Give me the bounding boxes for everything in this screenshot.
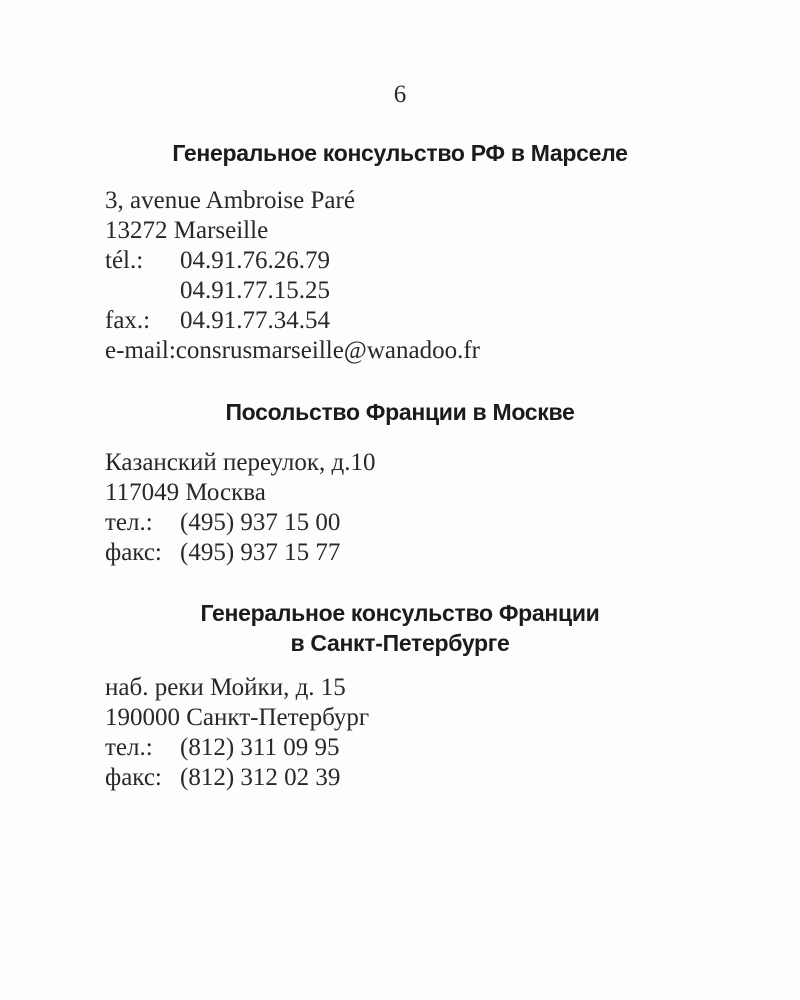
address-line: 117049 Москва (105, 479, 266, 506)
section-heading: Генеральное консульство РФ в Марселе (172, 140, 628, 166)
field-value: (812) 311 09 95 (180, 734, 340, 761)
field-value: (495) 937 15 00 (180, 509, 341, 536)
section-heading: Посольство Франции в Москве (225, 399, 575, 425)
field-value: (495) 937 15 77 (180, 539, 341, 566)
field-value: 04.91.77.34.54 (180, 307, 330, 334)
field-label: tél.: (105, 247, 144, 274)
section-heading-line: Генеральное консульство Франции (200, 600, 600, 626)
section-consulate-rf-marseille (0, 138, 800, 366)
address-block (105, 186, 740, 366)
fax-line (105, 538, 740, 568)
address-line: 3, avenue Ambroise Paré (105, 187, 355, 214)
phone-line (105, 276, 740, 306)
address-line: 190000 Санкт-Петербург (105, 704, 370, 731)
section-embassy-france-moscow (0, 397, 800, 568)
phone-line (105, 246, 740, 276)
field-value: 04.91.77.15.25 (180, 277, 330, 304)
section-consulate-france-spb (0, 598, 800, 793)
page-number: 6 (393, 81, 407, 108)
phone-line (105, 733, 740, 763)
address-block (105, 673, 740, 793)
fax-line (105, 306, 740, 336)
field-label: тел.: (105, 509, 153, 536)
field-value: (812) 312 02 39 (180, 764, 341, 791)
fax-line (105, 763, 740, 793)
section-heading-line: в Санкт-Петербурге (290, 630, 510, 656)
address-block (105, 448, 740, 568)
email-line: e-mail:consrusmarseille@wanadoo.fr (105, 337, 480, 364)
address-line: наб. реки Мойки, д. 15 (105, 674, 346, 701)
field-label: fax.: (105, 307, 151, 334)
field-label: факс: (105, 764, 162, 791)
phone-line (105, 508, 740, 538)
field-label: факс: (105, 539, 162, 566)
field-label: тел.: (105, 734, 153, 761)
field-value: 04.91.76.26.79 (180, 247, 330, 274)
address-line: 13272 Marseille (105, 217, 269, 244)
address-line: Казанский переулок, д.10 (105, 449, 376, 476)
section-heading (0, 598, 800, 658)
